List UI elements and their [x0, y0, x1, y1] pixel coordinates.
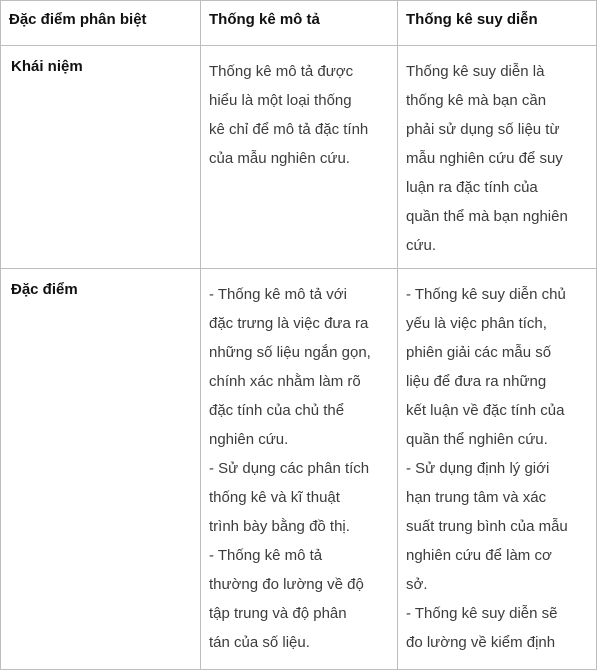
- text-line: kết luận về đặc tính của: [406, 402, 565, 419]
- text-line: quần thể nghiên cứu.: [406, 431, 548, 448]
- text-line: đặc tính của chủ thể: [209, 402, 345, 419]
- header-cell-criteria: [1, 1, 201, 46]
- text-line: thống kê và kĩ thuật: [209, 489, 340, 506]
- text-line: đo lường về kiểm định: [406, 634, 556, 651]
- text-line: - Thống kê suy diễn sẽ: [406, 605, 558, 622]
- header-criteria-text: Đặc điểm phân biệt: [9, 11, 147, 28]
- text-line: mẫu nghiên cứu để suy: [406, 150, 563, 167]
- text-line: suất trung bình của mẫu: [406, 518, 568, 535]
- text-line: cứu.: [406, 237, 437, 254]
- text-line: những số liệu ngắn gọn,: [209, 344, 371, 361]
- text-line: nghiên cứu để làm cơ: [406, 547, 552, 564]
- text-line: phiên giải các mẫu số: [406, 344, 552, 361]
- text-line: Thống kê suy diễn là: [406, 63, 545, 80]
- text-line: phải sử dụng số liệu từ: [406, 121, 560, 138]
- descriptive-concept-text: [201, 46, 397, 173]
- row-label-characteristics: Đặc điểm: [11, 281, 78, 298]
- text-line: trình bày bằng đồ thị.: [209, 518, 350, 535]
- header-row: [1, 1, 597, 46]
- text-line: hạn trung tâm và xác: [406, 489, 547, 506]
- table-row-concept: [1, 46, 597, 269]
- text-line: chính xác nhằm làm rõ: [209, 373, 361, 390]
- text-line: quần thể mà bạn nghiên: [406, 208, 568, 225]
- header-inferential-text: Thống kê suy diễn: [406, 11, 538, 28]
- text-line: - Thống kê suy diễn chủ: [406, 286, 566, 303]
- descriptive-concept-cell: [201, 46, 398, 269]
- header-descriptive-text: Thống kê mô tả: [209, 11, 320, 28]
- text-line: - Sử dụng định lý giới: [406, 460, 550, 477]
- header-cell-descriptive: [201, 1, 398, 46]
- text-line: tán của số liệu.: [209, 634, 310, 651]
- text-line: - Thống kê mô tả: [209, 547, 323, 564]
- descriptive-characteristics-cell: [201, 269, 398, 670]
- inferential-characteristics-cell: [398, 269, 597, 670]
- inferential-concept-cell: [398, 46, 597, 269]
- text-line: thường đo lường về độ: [209, 576, 364, 593]
- row-label-cell: [1, 269, 201, 670]
- row-label-cell: [1, 46, 201, 269]
- text-line: thống kê mà bạn cần: [406, 92, 547, 109]
- inferential-characteristics-text: [398, 269, 596, 657]
- row-label-concept: Khái niệm: [11, 58, 83, 75]
- text-line: - Sử dụng các phân tích: [209, 460, 370, 477]
- text-line: sở.: [406, 576, 428, 593]
- text-line: yếu là việc phân tích,: [406, 315, 547, 332]
- header-cell-inferential: [398, 1, 597, 46]
- text-line: đặc trưng là việc đưa ra: [209, 315, 369, 332]
- text-line: Thống kê mô tả được: [209, 63, 354, 80]
- text-line: tập trung và độ phân: [209, 605, 347, 622]
- text-line: - Thống kê mô tả với: [209, 286, 347, 303]
- text-line: luận ra đặc tính của: [406, 179, 538, 196]
- inferential-concept-text: [398, 46, 596, 260]
- descriptive-characteristics-text: [201, 269, 397, 657]
- text-line: liệu để đưa ra những: [406, 373, 547, 390]
- text-line: hiểu là một loại thống: [209, 92, 352, 109]
- table-row-characteristics: [1, 269, 597, 670]
- text-line: kê chỉ để mô tả đặc tính: [209, 121, 369, 138]
- text-line: của mẫu nghiên cứu.: [209, 150, 350, 167]
- text-line: nghiên cứu.: [209, 431, 289, 448]
